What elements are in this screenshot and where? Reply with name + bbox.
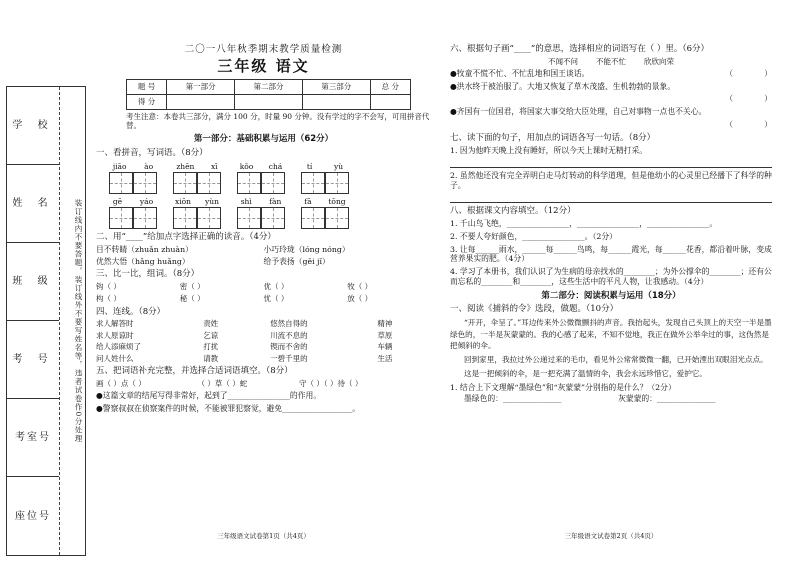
q5-fill-item[interactable]: （ ）草（ ）蛇 [197, 378, 248, 388]
answer-line[interactable] [450, 158, 772, 168]
q3-item: 构（ ） [96, 294, 121, 304]
score-input-cell[interactable] [235, 94, 303, 109]
pinyin-text: gē [112, 197, 123, 206]
pinyin-text: shì [240, 197, 252, 206]
q5-fill-row [96, 379, 431, 388]
reading-intro: 一、阅读《捕斜的令》选段，做题。（10分） [450, 304, 619, 315]
q7-sentence-1: 1. 因为他昨天晚上没有睡好，所以今天上课时无精打采。 [450, 146, 648, 156]
score-input-cell[interactable] [302, 94, 370, 109]
exam-title: 二〇一八年秋季期末教学质量检测 [184, 44, 343, 55]
match-item[interactable]: 精神 [377, 319, 393, 329]
pinyin-text: tōng [328, 197, 346, 206]
q2-item: 给予表扬（gěi jǐ） [263, 256, 330, 266]
q4-matching-grid [96, 319, 431, 363]
writing-box[interactable] [133, 172, 157, 194]
score-cell: 第二部分 [235, 79, 303, 94]
pinyin-text: kǒo [239, 161, 254, 171]
writing-box[interactable] [261, 172, 285, 194]
match-item[interactable]: 川流不息的 [270, 330, 308, 340]
grade-subject-title: 三年级 语文 [217, 56, 310, 75]
q6-option: 欣欣向荣 [644, 56, 674, 66]
pinyin-item [104, 162, 162, 194]
pinyin-row-1 [104, 162, 431, 194]
q3-title: 三、比一比，组词。（8分） [96, 269, 200, 280]
score-cell: 第一部分 [167, 79, 235, 94]
writing-box[interactable] [173, 172, 197, 194]
pinyin-item [296, 197, 354, 229]
q5-fill-item[interactable]: 画（ ）点（ ） [96, 378, 146, 388]
pinyin-text: fàn [269, 197, 282, 206]
q6-title: 六、根据句子画“____”的意思，选择相应的词语写在（ ）里。（6分） [450, 44, 710, 54]
writing-box[interactable] [109, 207, 133, 229]
writing-box[interactable] [197, 172, 221, 194]
pinyin-text: tí [306, 161, 313, 171]
writing-box[interactable] [237, 172, 261, 194]
q3-grid [96, 282, 431, 304]
score-cell: 总 分 [370, 79, 410, 94]
reading-paragraph-2: 回到家里，我拉过外公递过来的毛巾，看见外公常常微微一翻，已开始湮出双眼泪光点点。 [464, 355, 768, 365]
q6-options [450, 57, 772, 66]
reading-paragraph-1: “开开，伞呈了。”耳边传来外公微微颤抖的声音。我抬起头，发现自己头顶上的天空一半是墨绿色的，一半是灰蒙蒙的。我的心感了起来，不知不觉地，我正在做外公举伞过的事，这伪然是把倾斜的伞。 [450, 317, 772, 351]
q8-item-3: 3. 让每______雨水，______每______鸟鸣，每______霞光，每______花香，都沿着叶脉，变成营养果实的肥。（4分） [450, 244, 772, 264]
q3-item: 秘（ ） [179, 294, 205, 304]
match-item[interactable]: 悠然自得的 [270, 319, 308, 329]
q6-option: 不闻不问 [548, 56, 578, 66]
q6-sentence-1: ●牧童不慌不忙、不忙乱地和国王谈话。 （ ） [450, 69, 772, 78]
q2-item: 目不转睛（zhuǎn zhuàn） [96, 245, 193, 254]
score-table-header-row [127, 79, 411, 94]
q6-answer-3[interactable]: （ ） [725, 119, 772, 129]
part1-title: 第一部分：基础积累与运用（62分） [193, 134, 334, 145]
score-table [126, 79, 411, 110]
part2-title: 第二部分：阅读积累与运用（18分） [541, 290, 681, 301]
page-footer-2: 三年级语文试卷第2页（共4页） [564, 531, 658, 540]
q3-item: 放（ ） [347, 294, 373, 304]
pinyin-text: xī [211, 161, 218, 171]
pinyin-text: jiāo [112, 161, 127, 171]
right-page [450, 44, 772, 556]
score-cell: 第三部分 [302, 79, 370, 94]
q6-option: 不能不忙 [596, 56, 626, 66]
q8-item-4: 4. 学习了本册书，我们认识了为生病的母亲找水的________；为外公撑伞的________；还有公而忘私的________和________，这些生活中的平凡人物，让我感动。（4分） [450, 267, 772, 286]
match-item[interactable]: 求人原谅时 [96, 330, 134, 340]
score-cell: 题 号 [127, 79, 167, 94]
match-item[interactable]: 乞谅 [203, 330, 219, 340]
writing-box[interactable] [301, 172, 325, 194]
match-item[interactable]: 车辆 [377, 342, 393, 352]
reading-question-1: 1. 结合上下文理解“墨绿色”和“灰蒙蒙”分别指的是什么？（2分） [450, 382, 676, 392]
reading-answer-2[interactable]: 灰蒙蒙的：_______________ [618, 394, 716, 404]
pinyin-text: yùn [205, 197, 219, 206]
q7-sentence-2: 2. 虽然他还没有完全弄明白走马灯转动的科学道理，但是他幼小的心灵里已经播下了科学的种子。 [450, 171, 772, 190]
pinyin-text: yù [334, 161, 344, 171]
writing-box[interactable] [325, 172, 349, 194]
score-cell: 得 分 [127, 94, 167, 109]
q8-title: 八、根据课文内容填空。（12分） [450, 205, 576, 216]
score-input-cell[interactable] [167, 94, 235, 109]
q2-item: 优然大悟（hǎng huǎng） [96, 256, 190, 266]
instructions: 考生注意：本卷共三部分，满分 100 分，时量 90 分钟。没有学过的字不会写，可用拼音代替。 [126, 111, 430, 130]
answer-line[interactable] [450, 193, 772, 203]
exam-number-label: 考 号 [7, 320, 59, 398]
writing-box[interactable] [325, 207, 349, 229]
q3-item: 牧（ ） [347, 282, 373, 292]
match-item[interactable]: 生活 [377, 353, 393, 363]
exam-room-label: 考室号 [7, 398, 59, 476]
pinyin-row-2 [104, 197, 431, 229]
q3-item: 优（ ） [263, 282, 289, 292]
q5-sentence-2: ●警察叔叔在侦察案件的时候，不能被罪犯察觉，避免__________________。 [96, 403, 361, 413]
q2-row-2 [96, 257, 431, 267]
binding-warning: 装订线内不要答题，装订线外不要写姓名等，违者试卷作0分处理 [74, 199, 83, 443]
q6-sentence-1-text: ●牧童不慌不忙、不忙乱地和国王谈话。 [450, 69, 590, 78]
class-label: 班 级 [7, 242, 59, 320]
pinyin-text: ào [144, 161, 154, 171]
match-item[interactable]: 一碧千里的 [270, 353, 308, 363]
match-item[interactable]: 请教 [203, 353, 219, 363]
q4-title: 四、连线。（8分） [96, 306, 166, 317]
q5-title: 五、把词语补充完整，并选择合适词语填空。（8分） [96, 365, 293, 376]
pinyin-text: zhēn [176, 161, 195, 171]
binding-strip [6, 86, 86, 556]
q6-answer-2[interactable]: （ ） [725, 94, 772, 104]
q2-row-1 [96, 245, 431, 255]
q8-item-1: 1. 千山鸟飞绝，________________，________________，________________。 [450, 219, 718, 229]
pinyin-item [232, 197, 290, 229]
pinyin-text: yáo [139, 197, 154, 206]
q6-sentence-3: ●齐国有一位国君，将国家大事交给大臣处理，自己对事物一点也不关心。 [450, 107, 707, 117]
pinyin-item [104, 197, 162, 229]
reading-answer-row [464, 394, 772, 404]
pinyin-item [168, 162, 226, 194]
q5-fill-item[interactable]: 守（ ）（ ）待（ ） [299, 378, 363, 388]
seat-number-label: 座位号 [7, 476, 59, 556]
q3-item: 密（ ） [179, 282, 205, 292]
q2-title: 二、用“____”给加点字选择正确的读音。（4分） [96, 232, 276, 243]
pinyin-text: fā [304, 197, 312, 206]
pinyin-item [168, 197, 226, 229]
q6-sentence-2: ●洪水终于被治服了。大地又恢复了草木茂盛、生机勃勃的景象。 [450, 81, 676, 91]
page-footer-1: 三年级语文试卷第1页（共4页） [217, 531, 310, 540]
q3-item: 钩（ ） [96, 282, 121, 292]
writing-box[interactable] [173, 207, 197, 229]
match-item[interactable]: 责姓 [203, 319, 219, 329]
match-item[interactable]: 草原 [377, 330, 393, 340]
match-item[interactable]: 打扰 [203, 342, 219, 352]
writing-box[interactable] [197, 207, 221, 229]
match-item[interactable]: 求人解答时 [96, 319, 134, 329]
score-input-cell[interactable] [370, 94, 410, 109]
q7-title: 七、读下面的句子，用加点的词语各写一句话。（8分） [450, 132, 656, 143]
q3-item: 忧（ ） [263, 294, 289, 304]
reading-paragraph-3: 这是一把倾斜的伞，是一把充满了温情的伞，我会永远珍惜它，爱护它。 [464, 368, 707, 378]
writing-box[interactable] [237, 207, 261, 229]
score-table-row [127, 94, 411, 109]
pinyin-item [232, 162, 290, 194]
q8-item-2: 2. 不要人夸好颜色，________________。（2分） [450, 231, 617, 241]
q5-sentence-1: ●这篇文章的结尾写得非常好，起到了________________的作用。 [96, 390, 322, 400]
writing-box[interactable] [109, 172, 133, 194]
name-label: 姓 名 [7, 164, 59, 242]
pinyin-text: chá [268, 161, 283, 171]
writing-box[interactable] [301, 207, 325, 229]
writing-box[interactable] [133, 207, 157, 229]
match-item[interactable]: 给人添麻烦了 [96, 342, 141, 352]
school-label: 学 校 [7, 86, 59, 164]
match-item[interactable]: 问人姓什么 [96, 353, 134, 363]
left-page [96, 44, 431, 556]
reading-answer-1[interactable]: 墨绿色的：_______________ [464, 394, 562, 404]
writing-box[interactable] [261, 207, 285, 229]
binding-dashed-line [59, 87, 60, 555]
pinyin-text: xiōn [175, 197, 191, 206]
q1-title: 一、看拼音，写词语。（8分） [96, 148, 208, 158]
pinyin-item [296, 162, 354, 194]
q2-item: 小巧玲珑（lóng nóng） [263, 245, 350, 254]
match-item[interactable]: 锲而不舍的 [270, 342, 308, 352]
